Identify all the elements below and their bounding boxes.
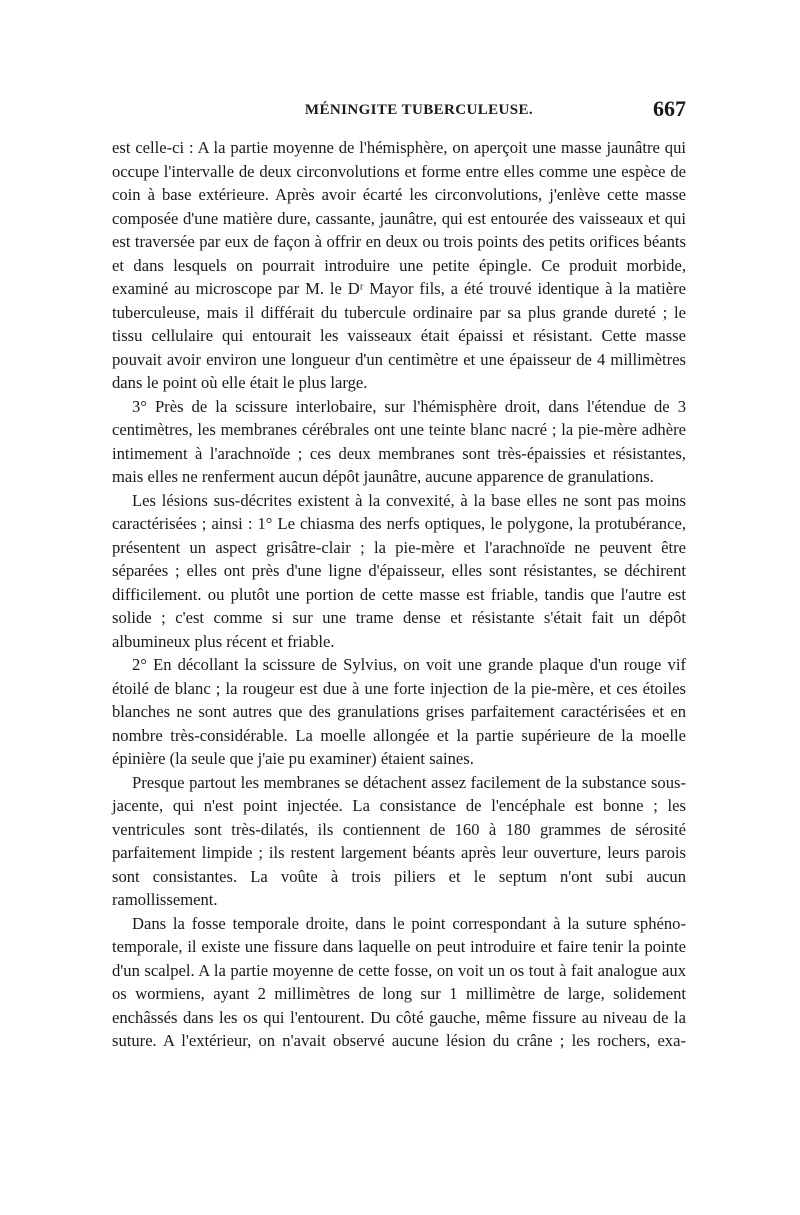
paragraph-1: est celle-ci : A la partie moyenne de l'hémisphère, on aperçoit une masse jaunâtre qui occupe l'intervalle de deux circonvolutions et forme entre elles comme une espèce de coin à base extérieure. Après avoir écarté les circonvolutions, j'enlève cette masse composée d'une matière dure, cassante, jaunâtre, qui est entourée des vaisseaux et qui est traversée par eux de façon à offrir en deux ou trois points des petits orifices béants et dans lesquels on pourrait introduire une petite épingle. Ce produit morbide, examiné au microscope par M. le Dʳ Mayor fils, a été trouvé identique à la matière tuberculeuse, mais il différait du tubercule ordinaire par sa plus grande dureté ; le tissu cellulaire qui entourait les vaisseaux était épaissi et résistant. Cette masse pouvait avoir environ une longueur d'un centimètre et une épaisseur de 4 millimètres dans le point où elle était le plus large. [112,138,686,392]
paragraph-6: Dans la fosse temporale droite, dans le point correspondant à la suture sphéno-temporale, il existe une fissure dans laquelle on peut introduire et faire tenir la pointe d'un scalpel. A la partie moyenne de cette fosse, on voit un os tout à fait analogue aux os wormiens, ayant 2 millimètres de long sur 1 millimètre de large, solidement enchâssés dans les os qui l'entourent. Du côté gauche, même fissure au niveau de la suture. A l'extérieur, on n'avait observé aucune lésion du crâne ; les rochers, exa- [112,913,686,1050]
paragraph-3: Les lésions sus-décrites existent à la convexité, à la base elles ne sont pas moins caractérisées ; ainsi : 1° Le chiasma des nerfs optiques, le polygone, la protubérance, présentent un aspect grisâtre-clair ; la pie-mère et l'arachnoïde ne peuvent être séparées ; elles ont près d'une ligne d'épaisseur, elles sont résistantes, se déchirent difficilement. ou plutôt une portion de cette masse est friable, tandis que l'autre est solide ; c'est comme si sur une trame dense et résistante s'était fait un dépôt albumineux plus récent et friable. [112,490,686,651]
running-title: MÉNINGITE TUBERCULEUSE. [304,102,534,118]
body-text [112,136,686,1053]
running-head [112,96,686,126]
paragraph-2: 3° Près de la scissure interlobaire, sur l'hémisphère droit, dans l'étendue de 3 centimètres, les membranes cérébrales ont une teinte blanc nacré ; la pie-mère adhère intimement à l'arachnoïde ; ces deux membranes sont très-épaissies et résistantes, mais elles ne renferment aucun dépôt jaunâtre, aucune apparence de granulations. [112,396,686,486]
page-number: 667 [653,96,686,121]
paragraph-4: 2° En décollant la scissure de Sylvius, on voit une grande plaque d'un rouge vif étoilé de blanc ; la rougeur est due à une forte injection de la pie-mère, et ces étoiles blanches ne sont autres que des granulations grises parfaitement caractérisées et en nombre très-considérable. La moelle allongée et la partie supérieure de la moelle épinière (la seule que j'aie pu examiner) étaient saines. [112,655,686,768]
book-page [112,96,686,1053]
paragraph-5: Presque partout les membranes se détachent assez facilement de la substance sous-jacente, qui n'est point injectée. La consistance de l'encéphale est bonne ; les ventricules sont très-dilatés, ils contiennent de 160 à 180 grammes de sérosité parfaitement limpide ; ils restent largement béants après leur ouverture, leurs parois sont consistantes. La voûte à trois piliers et le septum n'ont subi aucun ramollissement. [112,772,686,909]
